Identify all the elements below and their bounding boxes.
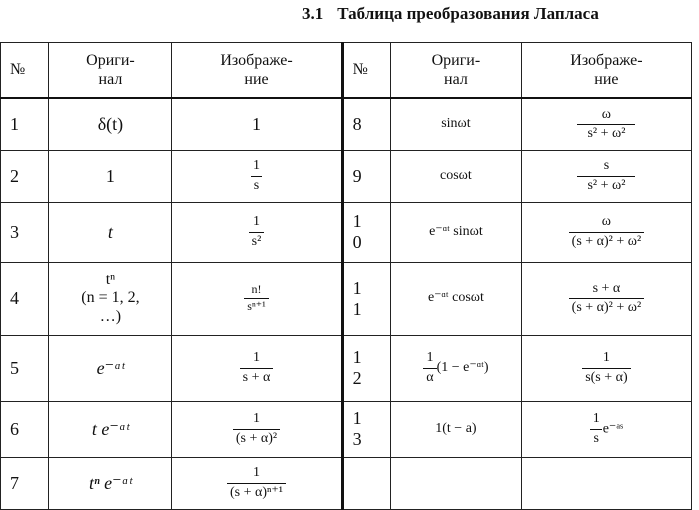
- fraction: $\frac{1}{\alpha}$: [423, 350, 436, 385]
- fraction: $\frac{\omega}{\text{s² + ω²}}$: [577, 107, 635, 142]
- original-cell-2: 1(t − a): [390, 401, 521, 457]
- fraction: $\frac{1}{s(s + \alpha)}$: [582, 350, 630, 385]
- page-title: [302, 4, 599, 24]
- image-cell: [172, 401, 342, 457]
- empty-cell: [390, 457, 521, 509]
- header-num-2: №: [342, 43, 390, 99]
- table-header-row: [1, 43, 692, 99]
- image-cell: [172, 457, 342, 509]
- row-num-2: 1 1: [342, 262, 390, 335]
- empty-cell: [521, 457, 691, 509]
- table-row: [1, 262, 692, 335]
- original-cell-2: cosωt: [390, 150, 521, 202]
- row-num-2: 1 3: [342, 401, 390, 457]
- table-row: [1, 202, 692, 262]
- image-cell-2: [521, 202, 691, 262]
- original-cell-2: e⁻ᵅᵗ cosωt: [390, 262, 521, 335]
- table-row: [1, 150, 692, 202]
- header-num: №: [1, 43, 49, 99]
- empty-cell: [342, 457, 390, 509]
- image-cell-2: [521, 150, 691, 202]
- original-cell: t e⁻ᵅᵗ: [49, 401, 172, 457]
- table-row: [1, 98, 692, 150]
- fraction: $\frac{s}{\text{s² + ω²}}$: [577, 158, 635, 193]
- original-cell: tⁿ e⁻ᵅᵗ: [49, 457, 172, 509]
- row-num-2: 9: [342, 150, 390, 202]
- row-num-2: 1 0: [342, 202, 390, 262]
- fraction: $\frac{1}{s + \alpha}$: [240, 350, 274, 385]
- fraction: $\frac{s + \alpha}{\text{(s + α)² + ω²}}$: [569, 281, 645, 316]
- row-num: 7: [1, 457, 49, 509]
- original-cell: e⁻ᵅᵗ: [49, 335, 172, 401]
- image-cell: [172, 335, 342, 401]
- original-cell: t: [49, 202, 172, 262]
- fraction: $\frac{1}{s}$: [590, 411, 603, 446]
- image-cell: [172, 202, 342, 262]
- row-num-2: 8: [342, 98, 390, 150]
- section-number: 3.1: [302, 4, 324, 23]
- image-cell-2: [521, 98, 691, 150]
- fraction: $\frac{n!}{\text{sⁿ⁺¹}}$: [244, 283, 268, 314]
- original-cell: δ(t): [49, 98, 172, 150]
- original-cell-2: e⁻ᵅᵗ sinωt: [390, 202, 521, 262]
- image-cell: [172, 262, 342, 335]
- fraction: $\frac{1}{s}$: [250, 158, 263, 193]
- header-image: Изображе- ние: [172, 43, 342, 99]
- row-num-2: 1 2: [342, 335, 390, 401]
- image-cell-2: [521, 335, 691, 401]
- row-num: 4: [1, 262, 49, 335]
- fraction: $\frac{1}{\text{(s + α)²}}$: [233, 411, 280, 446]
- header-image-2: Изображе- ние: [521, 43, 691, 99]
- original-cell: tⁿ (n = 1, 2, …): [49, 262, 172, 335]
- fraction: $\frac{1}{\text{(s + α)ⁿ⁺¹}}$: [227, 465, 286, 500]
- laplace-table: [0, 42, 692, 510]
- image-cell: [172, 150, 342, 202]
- fraction: $\frac{\omega}{\text{(s + α)² + ω²}}$: [569, 214, 645, 249]
- row-num: 1: [1, 98, 49, 150]
- original-cell-2: sinωt: [390, 98, 521, 150]
- image-cell-2: [521, 262, 691, 335]
- table-row: [1, 457, 692, 509]
- image-cell-2: [521, 401, 691, 457]
- section-title: Таблица преобразования Лапласа: [337, 4, 599, 23]
- original-cell: 1: [49, 150, 172, 202]
- original-cell-2: [390, 335, 521, 401]
- table-row: [1, 401, 692, 457]
- table-row: [1, 335, 692, 401]
- header-original: Ориги- нал: [49, 43, 172, 99]
- row-num: 3: [1, 202, 49, 262]
- row-num: 5: [1, 335, 49, 401]
- fraction: $\frac{1}{\text{s²}}$: [249, 214, 265, 249]
- exponential-term: e⁻ᵃˢ: [602, 422, 624, 438]
- row-num: 2: [1, 150, 49, 202]
- expression-tail: (1 − e⁻ᵅᵗ): [436, 360, 489, 376]
- image-cell: 1: [172, 98, 342, 150]
- row-num: 6: [1, 401, 49, 457]
- header-original-2: Ориги- нал: [390, 43, 521, 99]
